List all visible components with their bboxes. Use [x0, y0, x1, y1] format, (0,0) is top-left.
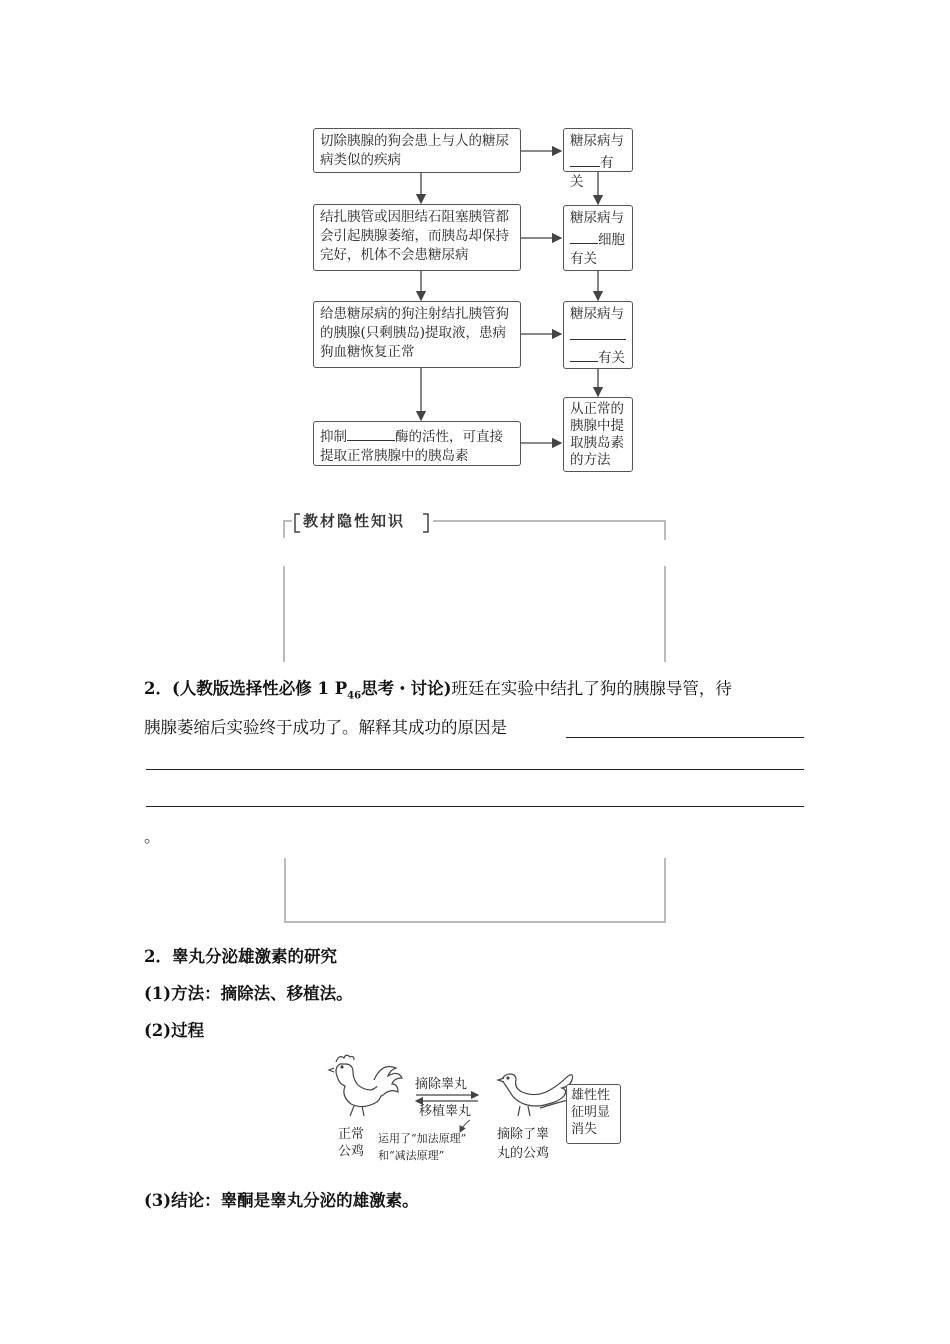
result-box-4 [563, 397, 633, 472]
fill-blank-enzyme[interactable] [347, 425, 395, 441]
result-box-3-suffix: 有关 [598, 350, 625, 366]
result-box-1-suffix: 有关 [570, 155, 614, 190]
principle-note-1: 运用了“加法原理” [378, 1132, 467, 1145]
result-box-traits [566, 1084, 621, 1144]
fill-blank-2[interactable] [570, 228, 598, 244]
question-line-2 [144, 717, 507, 739]
result-box-2-suffix: 细胞 [598, 232, 625, 248]
arrow-label-remove: 摘除睾丸 [415, 1077, 468, 1092]
answer-line-1[interactable] [566, 737, 804, 738]
result-box-1-line1: 糖尿病与 [570, 133, 624, 149]
flow-box-2-text: 结扎胰管或因胆结石阻塞胰管都会引起胰腺萎缩，而胰岛却保持完好，机体不会患糖尿病 [320, 209, 509, 263]
question-text-1: 班廷在实验中结扎了狗的胰腺导管，待 [451, 679, 732, 698]
normal-rooster-label-1: 正常 [338, 1127, 365, 1142]
castrated-rooster-label-1: 摘除了睾 [497, 1127, 550, 1142]
flow-box-4-before: 抑制 [320, 429, 347, 445]
answer-line-2[interactable] [146, 769, 804, 770]
flow-box-3-text: 给患糖尿病的狗注射结扎胰管狗的胰腺(只剩胰岛)提取液，患病狗血糖恢复正常 [320, 306, 509, 360]
result-box-1 [563, 128, 633, 190]
result-box-traits-text: 雄性性征明显消失 [571, 1088, 611, 1137]
principle-note-2: 和“减法原理” [378, 1149, 445, 1162]
result-box-4-text: 从正常的胰腺中提取胰岛素的方法 [570, 401, 624, 468]
question-text-2: 胰腺萎缩后实验终于成功了。解释其成功的原因是 [144, 718, 507, 737]
result-box-3-line1: 糖尿病与 [570, 306, 624, 322]
section-process: (2)过程 [144, 1021, 205, 1040]
normal-rooster-icon [329, 1055, 402, 1116]
result-box-3 [563, 301, 633, 369]
result-box-2-line3: 有关 [570, 251, 597, 267]
question-number: 2． [144, 679, 172, 698]
section-conclusion: (3)结论：睾酮是睾丸分泌的雄激素。 [144, 1191, 419, 1210]
flow-box-3 [313, 301, 521, 368]
answer-line-3[interactable] [146, 806, 804, 807]
arrow-label-transplant: 移植睾丸 [419, 1104, 472, 1119]
fill-blank-1[interactable] [570, 151, 600, 167]
flow-box-4 [313, 421, 521, 466]
result-box-2 [563, 205, 633, 271]
fill-blank-3a[interactable] [570, 324, 626, 340]
question-line-1 [144, 678, 732, 707]
knowledge-panel-title: 教材隐性知识 [303, 512, 406, 530]
normal-rooster-label-2: 公鸡 [338, 1144, 365, 1159]
result-box-2-line1: 糖尿病与 [570, 210, 624, 226]
knowledge-panel-frame [0, 500, 950, 670]
flow-box-1 [313, 128, 521, 173]
flow-box-2 [313, 204, 521, 271]
section-method-text: (1)方法：摘除法、移植法。 [144, 984, 353, 1003]
flow-box-4-after: 酶的活性，可直接提取正常胰腺中的胰岛素 [320, 429, 503, 464]
castrated-rooster-label-2: 丸的公鸡 [497, 1146, 550, 1161]
flow-box-1-text: 切除胰腺的狗会患上与人的糖尿病类似的疾病 [320, 133, 509, 168]
fill-blank-3b[interactable] [570, 346, 598, 362]
question-page: 46 [347, 690, 362, 702]
question-source: (人教版选择性必修 1 P [171, 679, 348, 698]
section-heading: 2．睾丸分泌雄激素的研究 [144, 947, 337, 966]
question-source-end: 思考・讨论) [361, 679, 452, 698]
question-end-mark: 。 [144, 827, 161, 846]
castrated-rooster-icon [498, 1074, 573, 1116]
section-method [144, 983, 353, 1005]
answer-panel-frame [0, 850, 950, 930]
